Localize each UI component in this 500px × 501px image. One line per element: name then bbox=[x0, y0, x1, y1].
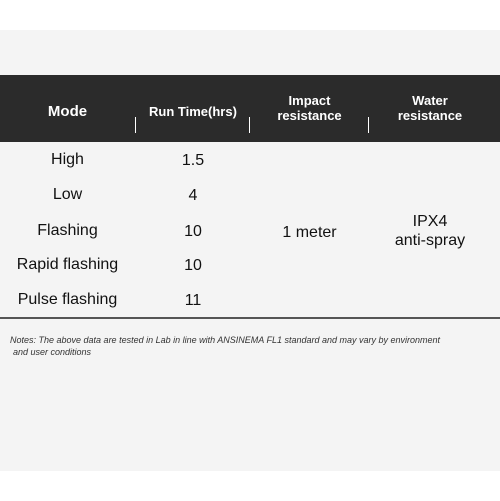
header-separator bbox=[249, 117, 250, 133]
header-mode-label: Mode bbox=[47, 103, 88, 121]
cell-water-resistance bbox=[370, 212, 490, 250]
header-impact-line2: resistance bbox=[277, 107, 342, 123]
cell-mode: High bbox=[51, 151, 84, 168]
header-water-line2: resistance bbox=[397, 107, 463, 123]
header-mode bbox=[0, 83, 135, 142]
header-run-time-label: Run Time(hrs) bbox=[149, 104, 237, 120]
water-value-line1: IPX4 bbox=[412, 213, 448, 230]
cell-run-time: 10 bbox=[184, 223, 202, 240]
cell-run-time: 4 bbox=[188, 187, 198, 204]
cell-impact-resistance: 1 meter bbox=[282, 224, 337, 241]
cell-mode: Low bbox=[52, 186, 83, 203]
notes-line2: and user conditions bbox=[13, 346, 92, 357]
header-run-time bbox=[137, 83, 249, 142]
header-separator bbox=[368, 117, 369, 133]
header-water-line1: Water bbox=[412, 93, 448, 109]
header-water bbox=[370, 75, 490, 142]
notes bbox=[10, 335, 490, 358]
table-header bbox=[0, 75, 500, 142]
notes-line1: Notes: The above data are tested in Lab in line with ANSINEMA FL1 standard and may vary by environment bbox=[10, 335, 441, 345]
header-separator bbox=[135, 117, 136, 133]
cell-run-time: 10 bbox=[184, 257, 202, 274]
cell-mode: Pulse flashing bbox=[17, 291, 118, 308]
table-bottom-border bbox=[0, 317, 500, 319]
water-value-line2: anti-spray bbox=[394, 232, 466, 250]
header-impact-line1: Impact bbox=[288, 93, 331, 109]
cell-run-time: 1.5 bbox=[181, 152, 205, 169]
cell-run-time: 11 bbox=[184, 292, 202, 309]
cell-mode: Rapid flashing bbox=[16, 256, 119, 273]
cell-mode: Flashing bbox=[37, 222, 98, 239]
header-impact bbox=[251, 75, 368, 142]
